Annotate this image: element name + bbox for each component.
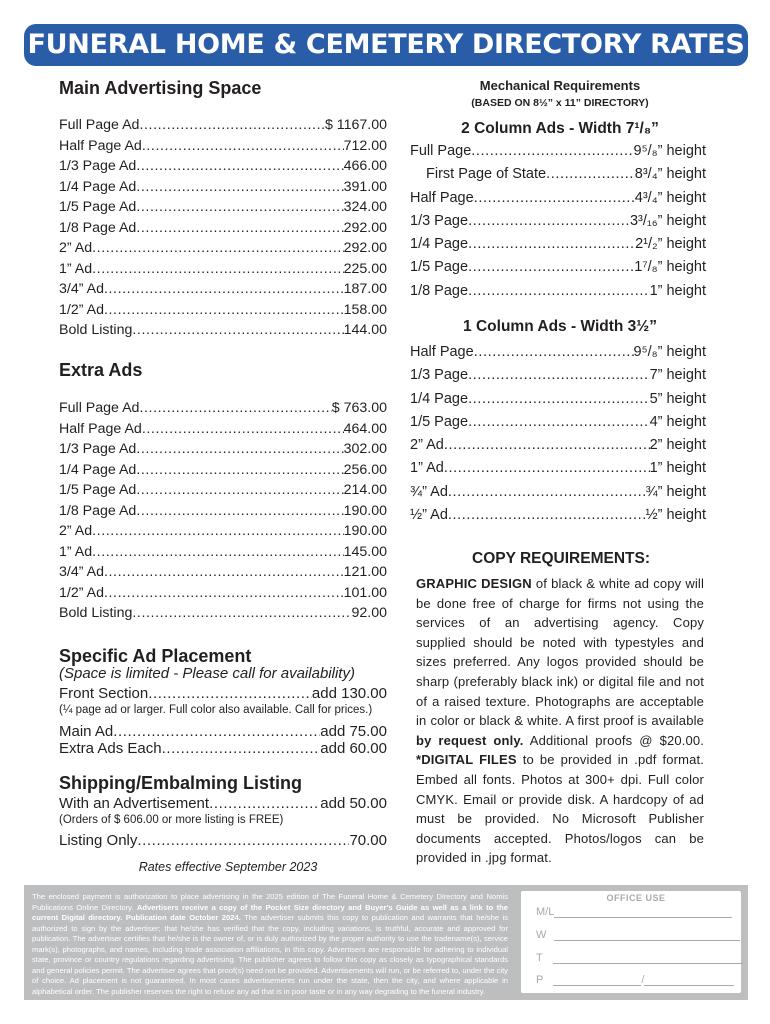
main-rate-value: 391.00 [343, 178, 387, 195]
office-ml-label: M/L [536, 906, 555, 918]
one-col-size-row [410, 388, 706, 411]
one-col-size-value: 2” height [649, 437, 706, 454]
listing-only-label: Listing Only [59, 832, 138, 849]
dot-leader [104, 562, 344, 583]
main-rate-value: 712.00 [343, 137, 387, 154]
dot-leader [468, 233, 635, 256]
main-rate-value: 292.00 [343, 240, 387, 256]
copy-requirements-title: COPY REQUIREMENTS: [472, 550, 650, 567]
dot-leader [104, 300, 344, 321]
two-col-size-value: 3³/₁₆” height [629, 212, 706, 229]
extra-rate-value: 190.00 [343, 523, 387, 539]
main-rate-value: 466.00 [343, 158, 387, 174]
one-col-size-label: 1/5 Page [410, 413, 469, 430]
one-col-size-value: 4” height [649, 413, 706, 430]
main-rate-row [59, 197, 387, 218]
extra-rate-row [59, 501, 387, 522]
main-rate-row [59, 300, 387, 321]
one-column-heading: 1 Column Ads - Width 3½” [463, 318, 657, 335]
legal-part-2: The advertiser submits this copy to publication and warrants that he/she is authorized to sign by the advertiser; that he/she has verified that the copy, including variations, is truthful, accurate and approved for publication. The advertiser certifies that he/she is the owner of, or is duly authorized by the proper authority to use the tradename(s), service mark(s), photographs, and names, including trade association affiliations, in this copy. Advertisers are responsible for adhering to individual state, province or country regulations regarding advertising. The publisher agrees to follow this copy as closely as typographical standards and general policies permit. The advertiser agrees that proof(s) need not be provided. Advertisements will run, or be referred to, under the city of choice. Ad placement is not guaranteed. In most cases advertisements run under the state, then the city, and where applicable in alphabetical order. The publisher reserves the right to refuse any ad that is in poor taste or in any way degrading to the funeral industry. [32, 913, 508, 996]
extra-rate-label: 1/3 Page Ad [59, 441, 137, 457]
main-rate-label: Full Page Ad [59, 117, 140, 133]
extra-rate-row [59, 439, 387, 460]
main-ad-placement-label: Main Ad [59, 723, 114, 740]
specific-availability-note: (Space is limited - Please call for availability) [59, 665, 355, 682]
extra-rate-value: 214.00 [343, 482, 387, 498]
dot-leader [136, 501, 343, 522]
main-rate-row [59, 115, 387, 136]
office-p-slash: / [641, 974, 645, 986]
extra-ads-placement-row [59, 739, 387, 759]
one-col-size-value: 5” height [649, 390, 706, 407]
one-col-size-row [410, 504, 706, 527]
main-rate-label: 1/4 Page Ad [59, 178, 137, 195]
extra-ads-heading: Extra Ads [59, 360, 143, 380]
one-col-size-value: 9⁵/₈” height [633, 344, 706, 360]
mechanical-requirements-subtitle: (BASED ON 8½” x 11” DIRECTORY) [471, 97, 649, 109]
two-col-size-value: 8³/₄” height [634, 166, 706, 183]
extra-rate-value: 101.00 [343, 584, 387, 601]
by-request-bold: by request only. [416, 732, 524, 748]
extra-rate-label: 1/8 Page Ad [59, 502, 137, 519]
listing-only-row [59, 831, 387, 851]
dot-leader [136, 218, 343, 239]
two-column-heading: 2 Column Ads - Width 7¹/₈” [461, 120, 659, 137]
main-rate-row [59, 177, 387, 198]
main-rate-row [59, 279, 387, 300]
shipping-embalming-heading: Shipping/Embalming Listing [59, 773, 302, 793]
dot-leader [468, 388, 650, 411]
one-col-size-value: ¾” height [645, 483, 706, 500]
dot-leader [136, 197, 343, 218]
dot-leader [92, 259, 343, 280]
two-col-size-value: 1” height [649, 282, 706, 299]
dot-leader [468, 256, 634, 279]
extra-rate-value: 256.00 [343, 461, 387, 478]
two-col-size-value: 4³/₄” height [634, 189, 706, 206]
extra-rate-value: 92.00 [351, 605, 387, 621]
dot-leader [448, 481, 646, 504]
main-rate-value: 324.00 [343, 199, 387, 215]
office-t-line [536, 952, 743, 964]
extra-rate-value: 190.00 [343, 502, 387, 519]
two-col-size-value: 9⁵/₈” height [633, 143, 706, 159]
with-ad-note: (Orders of $ 606.00 or more listing is FREE) [59, 814, 284, 826]
two-col-size-label: 1/8 Page [410, 282, 469, 299]
main-rate-value: 292.00 [343, 219, 387, 236]
one-col-size-row [410, 364, 706, 387]
dot-leader [92, 521, 343, 542]
office-w-label: W [536, 929, 547, 941]
extra-rate-label: 3/4” Ad [59, 564, 104, 580]
office-p-line [536, 974, 734, 986]
dot-leader [136, 156, 343, 177]
main-rate-row [59, 238, 387, 259]
main-rate-row [59, 136, 387, 157]
dot-leader [92, 238, 343, 259]
one-col-size-value: ½” height [645, 507, 706, 524]
two-col-size-label: 1/4 Page [410, 236, 469, 253]
two-col-size-label: Full Page [410, 143, 472, 159]
main-rate-row [59, 259, 387, 280]
extra-rate-row [59, 460, 387, 481]
main-rate-row [59, 320, 387, 341]
one-col-size-value: 1” height [649, 460, 706, 477]
main-rate-label: Bold Listing [59, 322, 133, 338]
listing-only-value: 70.00 [349, 832, 387, 849]
extra-rate-row [59, 542, 387, 563]
one-col-size-label: 1/3 Page [410, 367, 469, 384]
office-w-line [536, 929, 740, 941]
dot-leader [468, 364, 650, 387]
extra-rate-row [59, 583, 387, 604]
one-col-size-label: ¾” Ad [410, 483, 448, 500]
two-col-size-label: Half Page [410, 189, 474, 206]
copy-p3: to be provided in .pdf format. Embed all fonts. Photos at 300+ dpi. Full color CMYK. Email or provide disk. A hardcopy of ad must be provided. No Microsoft Publisher documents accepted. Photos/logos can be provided in .jpg format. [416, 752, 704, 866]
dot-leader [92, 542, 343, 563]
two-col-size-value: 1⁷/₈” height [634, 259, 706, 276]
extra-rate-label: Bold Listing [59, 605, 133, 621]
dot-leader [132, 320, 343, 341]
office-use-title: OFFICE USE [606, 893, 666, 903]
two-col-size-label: 1/3 Page [410, 212, 469, 229]
dot-leader [132, 603, 351, 624]
one-col-size-label: 2” Ad [410, 437, 444, 454]
two-column-size-list [410, 140, 706, 303]
dot-leader [468, 210, 630, 233]
one-col-size-row [410, 411, 706, 434]
main-rate-list [59, 115, 387, 341]
main-rate-row [59, 218, 387, 239]
extra-rate-label: 1/2” Ad [59, 584, 104, 601]
two-col-size-row [410, 256, 706, 279]
dot-leader [444, 434, 650, 457]
extra-rate-row [59, 419, 387, 440]
specific-placement-heading: Specific Ad Placement [59, 646, 252, 666]
main-rate-value: $ 1167.00 [324, 117, 387, 133]
one-column-size-list [410, 341, 706, 527]
two-col-size-row [410, 187, 706, 210]
extra-rate-value: 302.00 [343, 441, 387, 457]
dot-leader [474, 341, 634, 364]
dot-leader [474, 187, 635, 210]
one-col-size-label: 1” Ad [410, 460, 444, 477]
two-col-size-label: 1/5 Page [410, 259, 469, 276]
with-ad-value: add 50.00 [320, 795, 387, 812]
office-t-label: T [536, 952, 543, 964]
main-rate-row [59, 156, 387, 177]
office-ml-line [536, 906, 732, 918]
mechanical-requirements-title: Mechanical Requirements [479, 78, 641, 93]
copy-p2: Additional proofs @ $20.00. [523, 732, 705, 748]
extra-ads-placement-value: add 60.00 [320, 740, 387, 757]
legal-part-1: The enclosed payment is authorization to place advertising in the 2025 edition of The Funeral Home & Cemetery Directory and Nomis Publications Online Directory. [32, 892, 508, 912]
rates-effective-date: Rates effective September 2023 [138, 860, 318, 874]
digital-files-bold: *DIGITAL FILES [416, 752, 517, 768]
dot-leader [546, 163, 635, 186]
front-section-label: Front Section [59, 685, 149, 702]
front-section-row [59, 684, 387, 704]
legal-authorization-text [32, 892, 508, 997]
dot-leader [142, 419, 344, 440]
dot-leader [104, 279, 344, 300]
main-rate-label: Half Page Ad [59, 137, 142, 154]
dot-leader [448, 504, 646, 527]
main-rate-label: 1/2” Ad [59, 301, 104, 318]
dot-leader [136, 460, 343, 481]
one-col-size-label: ½” Ad [410, 507, 448, 524]
two-col-size-row [410, 140, 706, 163]
extra-rate-row [59, 521, 387, 542]
extra-rate-label: Half Page Ad [59, 420, 142, 437]
extra-rate-value: 145.00 [343, 543, 387, 560]
extra-rate-label: 1” Ad [59, 543, 93, 560]
copy-p1: of black & white ad copy will be done free of charge for firms not using the services of an advertising agency. Copy supplied should be noted with typestyles and sizes preferred. Any logos provided should be sharp (preferably black ink) or digital file and not of a raised texture. Photographs are acceptable in color or black & white. A first proof is available [416, 576, 704, 729]
dot-leader [136, 177, 343, 198]
dot-leader [136, 439, 343, 460]
legal-bold-part: Advertisers receive a copy of the Pocket Size directory and Buyer's Guide as well as a link to the current Digital directory. Publication date October 2024. [32, 902, 508, 922]
dot-leader [139, 115, 324, 136]
main-rate-label: 1/3 Page Ad [59, 158, 137, 174]
dot-leader [142, 136, 344, 157]
main-ad-placement-value: add 75.00 [320, 723, 387, 740]
extra-rate-row [59, 398, 387, 419]
page-banner-title: FUNERAL HOME & CEMETERY DIRECTORY RATES [24, 24, 748, 66]
one-col-size-label: Half Page [410, 344, 474, 360]
with-ad-row [59, 794, 387, 814]
main-rate-label: 2” Ad [59, 240, 93, 256]
main-rate-value: 187.00 [343, 281, 387, 297]
extra-rate-value: 121.00 [343, 564, 387, 580]
two-col-size-row [410, 280, 706, 303]
one-col-size-label: 1/4 Page [410, 390, 469, 407]
dot-leader [468, 411, 650, 434]
one-col-size-value: 7” height [649, 367, 706, 384]
main-rate-label: 1/8 Page Ad [59, 219, 137, 236]
main-rate-value: 144.00 [343, 322, 387, 338]
extra-rate-label: 2” Ad [59, 523, 93, 539]
dot-leader [104, 583, 344, 604]
front-section-note: (¼ page ad or larger. Full color also available. Call for prices.) [59, 704, 373, 716]
extra-rate-label: Full Page Ad [59, 400, 140, 416]
copy-requirements-text [416, 574, 704, 868]
dot-leader [468, 280, 650, 303]
one-col-size-row [410, 341, 706, 364]
graphic-design-bold: GRAPHIC DESIGN [416, 576, 532, 591]
two-col-size-row [410, 163, 706, 186]
main-rate-value: 225.00 [343, 260, 387, 277]
extra-ads-placement-label: Extra Ads Each [59, 740, 162, 757]
main-rate-label: 3/4” Ad [59, 281, 104, 297]
extra-rate-value: 464.00 [343, 420, 387, 437]
main-rate-label: 1/5 Page Ad [59, 199, 137, 215]
dot-leader [444, 457, 650, 480]
extra-rate-label: 1/5 Page Ad [59, 482, 137, 498]
one-col-size-row [410, 457, 706, 480]
front-section-value: add 130.00 [311, 685, 387, 702]
extra-rate-row [59, 603, 387, 624]
extra-rate-list [59, 398, 387, 624]
extra-rate-row [59, 562, 387, 583]
extra-rate-value: $ 763.00 [331, 400, 387, 416]
one-col-size-row [410, 434, 706, 457]
two-col-size-row [410, 233, 706, 256]
one-col-size-row [410, 481, 706, 504]
extra-rate-row [59, 480, 387, 501]
extra-rate-label: 1/4 Page Ad [59, 461, 137, 478]
two-col-size-row [410, 210, 706, 233]
dot-leader [471, 140, 633, 163]
two-col-size-value: 2¹/₂” height [635, 236, 706, 253]
office-p-label: P [536, 974, 544, 986]
main-rate-label: 1” Ad [59, 260, 93, 277]
two-col-size-label: First Page of State [426, 166, 547, 183]
main-rate-value: 158.00 [343, 301, 387, 318]
main-advertising-heading: Main Advertising Space [59, 78, 262, 98]
dot-leader [139, 398, 331, 419]
with-ad-label: With an Advertisement [59, 795, 210, 812]
dot-leader [136, 480, 343, 501]
